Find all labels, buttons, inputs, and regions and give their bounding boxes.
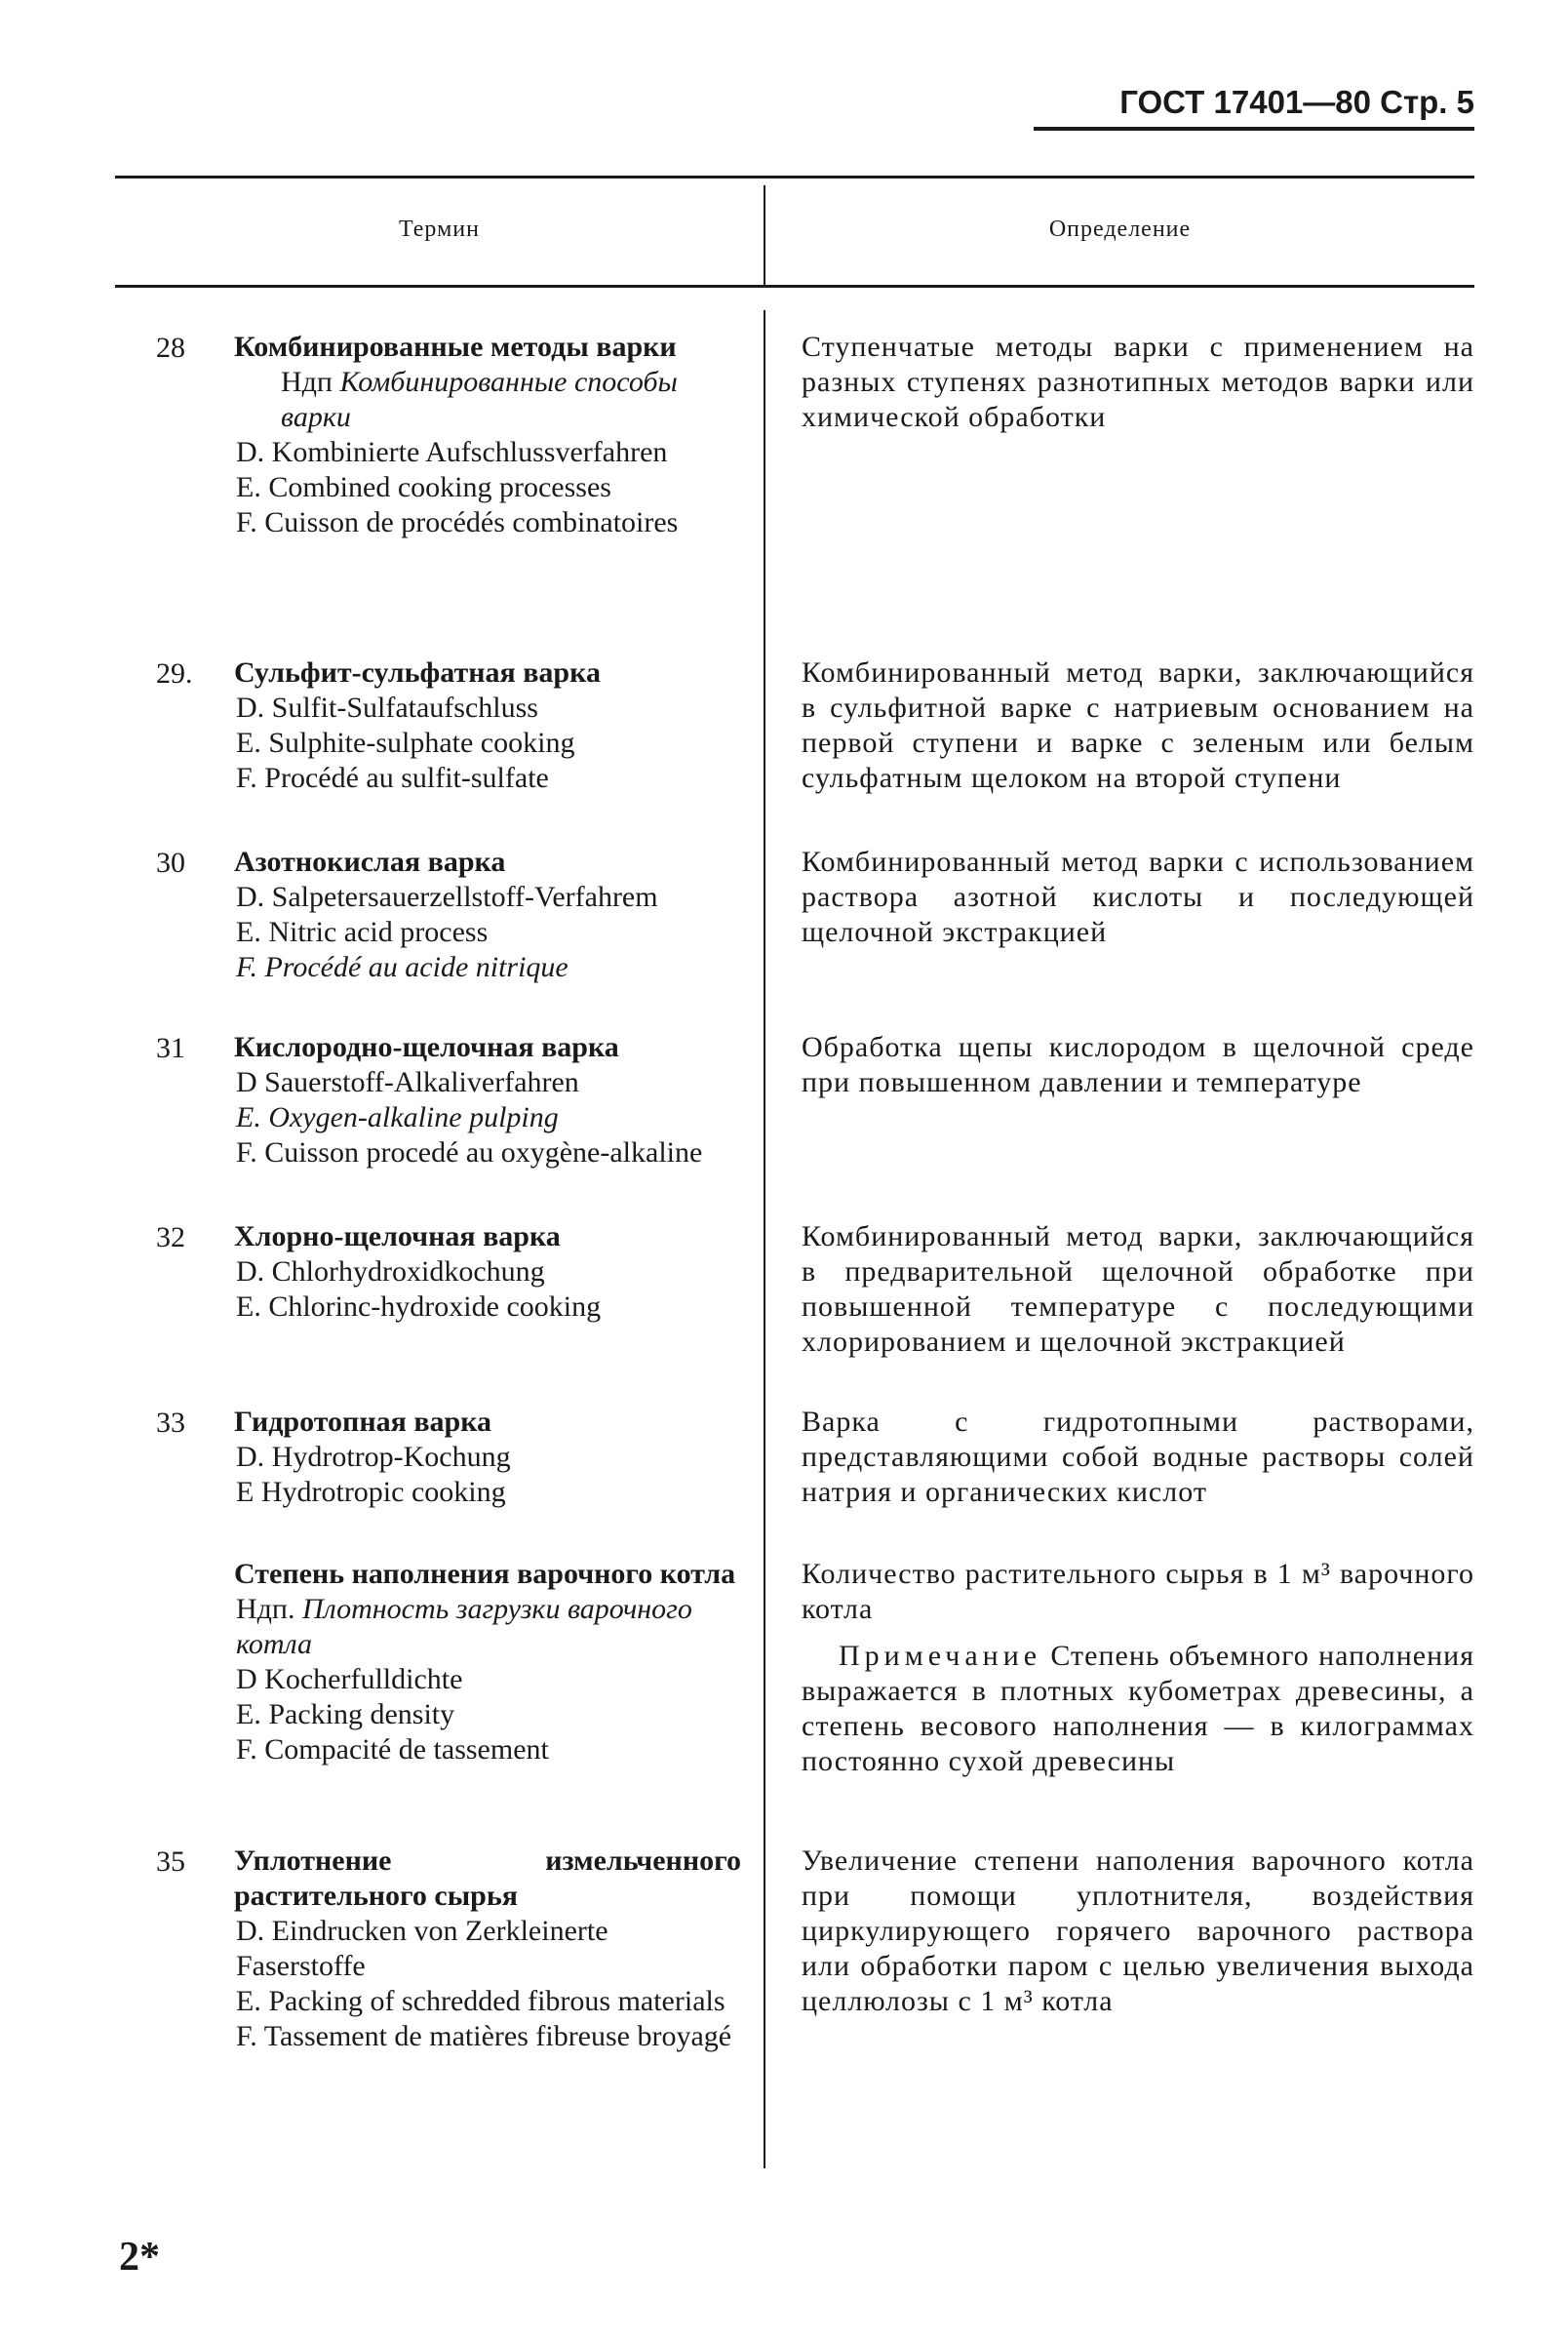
- definition-cell: Увеличение степени наполения варочного котла при помощи уплотнителя, воздействия циркулирующего горячего варочного раствора или обработки паром с целью увеличения выхода целлюлозы с 1 м³ котла: [802, 1845, 1474, 2017]
- entry-number: 33: [156, 1407, 185, 1439]
- entry-number: 30: [156, 847, 185, 879]
- term-cell: [234, 330, 741, 540]
- term-cell: [234, 1557, 741, 1767]
- entry-number: 31: [156, 1032, 185, 1064]
- ndp-label: Ндп: [281, 366, 333, 398]
- term-cell: [234, 1030, 741, 1170]
- term-cell: [234, 655, 741, 796]
- term-en: E. Nitric acid process: [236, 916, 489, 948]
- term-name: Азотнокислая варка: [234, 846, 506, 878]
- term-en: E. Chlorinc-hydroxide cooking: [236, 1290, 602, 1323]
- entry-number: 32: [156, 1221, 185, 1253]
- term-fr: F. Cuisson procedé au oxygène-alkaline: [236, 1136, 703, 1169]
- term-fr: F. Compacité de tassement: [236, 1733, 549, 1766]
- column-header-definition: Определение: [1048, 217, 1192, 242]
- term-en: E. Packing density: [236, 1698, 455, 1730]
- definition-note: [802, 1639, 1474, 1779]
- term-cell: [234, 1405, 741, 1510]
- definition-cell: Комбинированный метод варки, заключающийся в предварительной щелочной обработке при повышенной температуре с последующими хлорированием и щелочной экстракцией: [802, 1220, 1474, 1358]
- term-cell: [234, 1844, 741, 2054]
- entry-number: 29.: [156, 657, 193, 690]
- term-en: E. Sulphite-sulphate cooking: [236, 727, 575, 759]
- definition-cell: [802, 1557, 1474, 1779]
- note-text: Степень объемного наполнения выражается в плотных кубометрах древесины, а степень весового наполнения — в килограммах постоянно сухой древесины: [802, 1640, 1474, 1777]
- term-en: E. Combined cooking processes: [236, 471, 611, 503]
- signature-mark: 2*: [119, 2235, 160, 2280]
- term-de: D. Sulfit-Sulfataufschluss: [236, 692, 538, 724]
- term-name: Уплотнение измельченного растительного сырья: [234, 1845, 741, 1912]
- entry-number: 35: [156, 1845, 185, 1878]
- ndp-synonym: Плотность загрузки варочного котла: [236, 1593, 692, 1660]
- term-de: D. Salpetersauerzellstoff-Verfahrem: [236, 881, 658, 913]
- definition-cell: Обработка щепы кислородом в щелочной среде при повышенном давлении и температуре: [802, 1031, 1474, 1098]
- term-en: E. Packing of schredded fibrous materials: [236, 1985, 725, 2017]
- term-name: Кислородно-щелочная варка: [234, 1031, 619, 1063]
- ndp-synonym: Комбинированные способы варки: [281, 366, 678, 433]
- note-label: Примечание: [839, 1640, 1042, 1672]
- term-fr: F. Tassement de matières fibreuse broyagé: [236, 2020, 732, 2052]
- definition-cell: Комбинированный метод варки, заключающийся в сульфитной варке с натриевым основанием на первой ступени и варке с зеленым или белым сульфатным щелоком на второй ступени: [802, 656, 1474, 794]
- term-de: D. Eindrucken von Zerkleinerte Faserstoffe: [236, 1915, 608, 1982]
- term-de: D Kocherfulldichte: [236, 1663, 463, 1695]
- term-name: Комбинированные методы варки: [234, 331, 677, 363]
- table-header-rule: [115, 285, 1474, 288]
- table-top-rule: [115, 176, 1474, 179]
- term-ndp: [234, 1592, 741, 1662]
- term-name: Сульфит-сульфатная варка: [234, 656, 601, 689]
- term-name: Гидротопная варка: [234, 1406, 492, 1438]
- term-cell: [234, 845, 741, 985]
- definition-text: Количество растительного сырья в 1 м³ варочного котла: [802, 1558, 1474, 1625]
- term-de: D Sauerstoff-Alkaliverfahren: [236, 1066, 579, 1098]
- entry-number: 28: [156, 332, 185, 364]
- page-header: ГОСТ 17401—80 Стр. 5: [1034, 84, 1474, 131]
- definition-cell: Ступенчатые методы варки с применением на разных ступенях разнотипных методов варки или химической обработки: [802, 331, 1474, 433]
- term-de: D. Hydrotrop-Kochung: [236, 1441, 511, 1473]
- term-fr: F. Procédé au acide nitrique: [236, 951, 568, 983]
- column-divider-body: [764, 310, 765, 2168]
- ndp-label: Ндп.: [236, 1593, 295, 1625]
- term-en: E Hydrotropic cooking: [236, 1476, 506, 1508]
- term-cell: [234, 1219, 741, 1325]
- term-de: D. Chlorhydroxidkochung: [236, 1255, 545, 1288]
- column-header-term: Термин: [399, 217, 480, 242]
- definition-cell: Комбинированный метод варки с использованием раствора азотной кислоты и последующей щелочной экстракцией: [802, 846, 1474, 948]
- term-ndp: [234, 365, 741, 435]
- term-en: E. Oxygen-alkaline pulping: [236, 1101, 559, 1133]
- term-fr: F. Cuisson de procédés combinatoires: [236, 506, 679, 538]
- term-name: Степень наполнения варочного котла: [234, 1558, 736, 1590]
- term-name: Хлорно-щелочная варка: [234, 1220, 561, 1252]
- definition-cell: Варка с гидротопными растворами, представляющими собой водные растворы солей натрия и органических кислот: [802, 1406, 1474, 1508]
- term-fr: F. Procédé au sulfit-sulfate: [236, 762, 549, 794]
- term-de: D. Kombinierte Aufschlussverfahren: [236, 436, 668, 468]
